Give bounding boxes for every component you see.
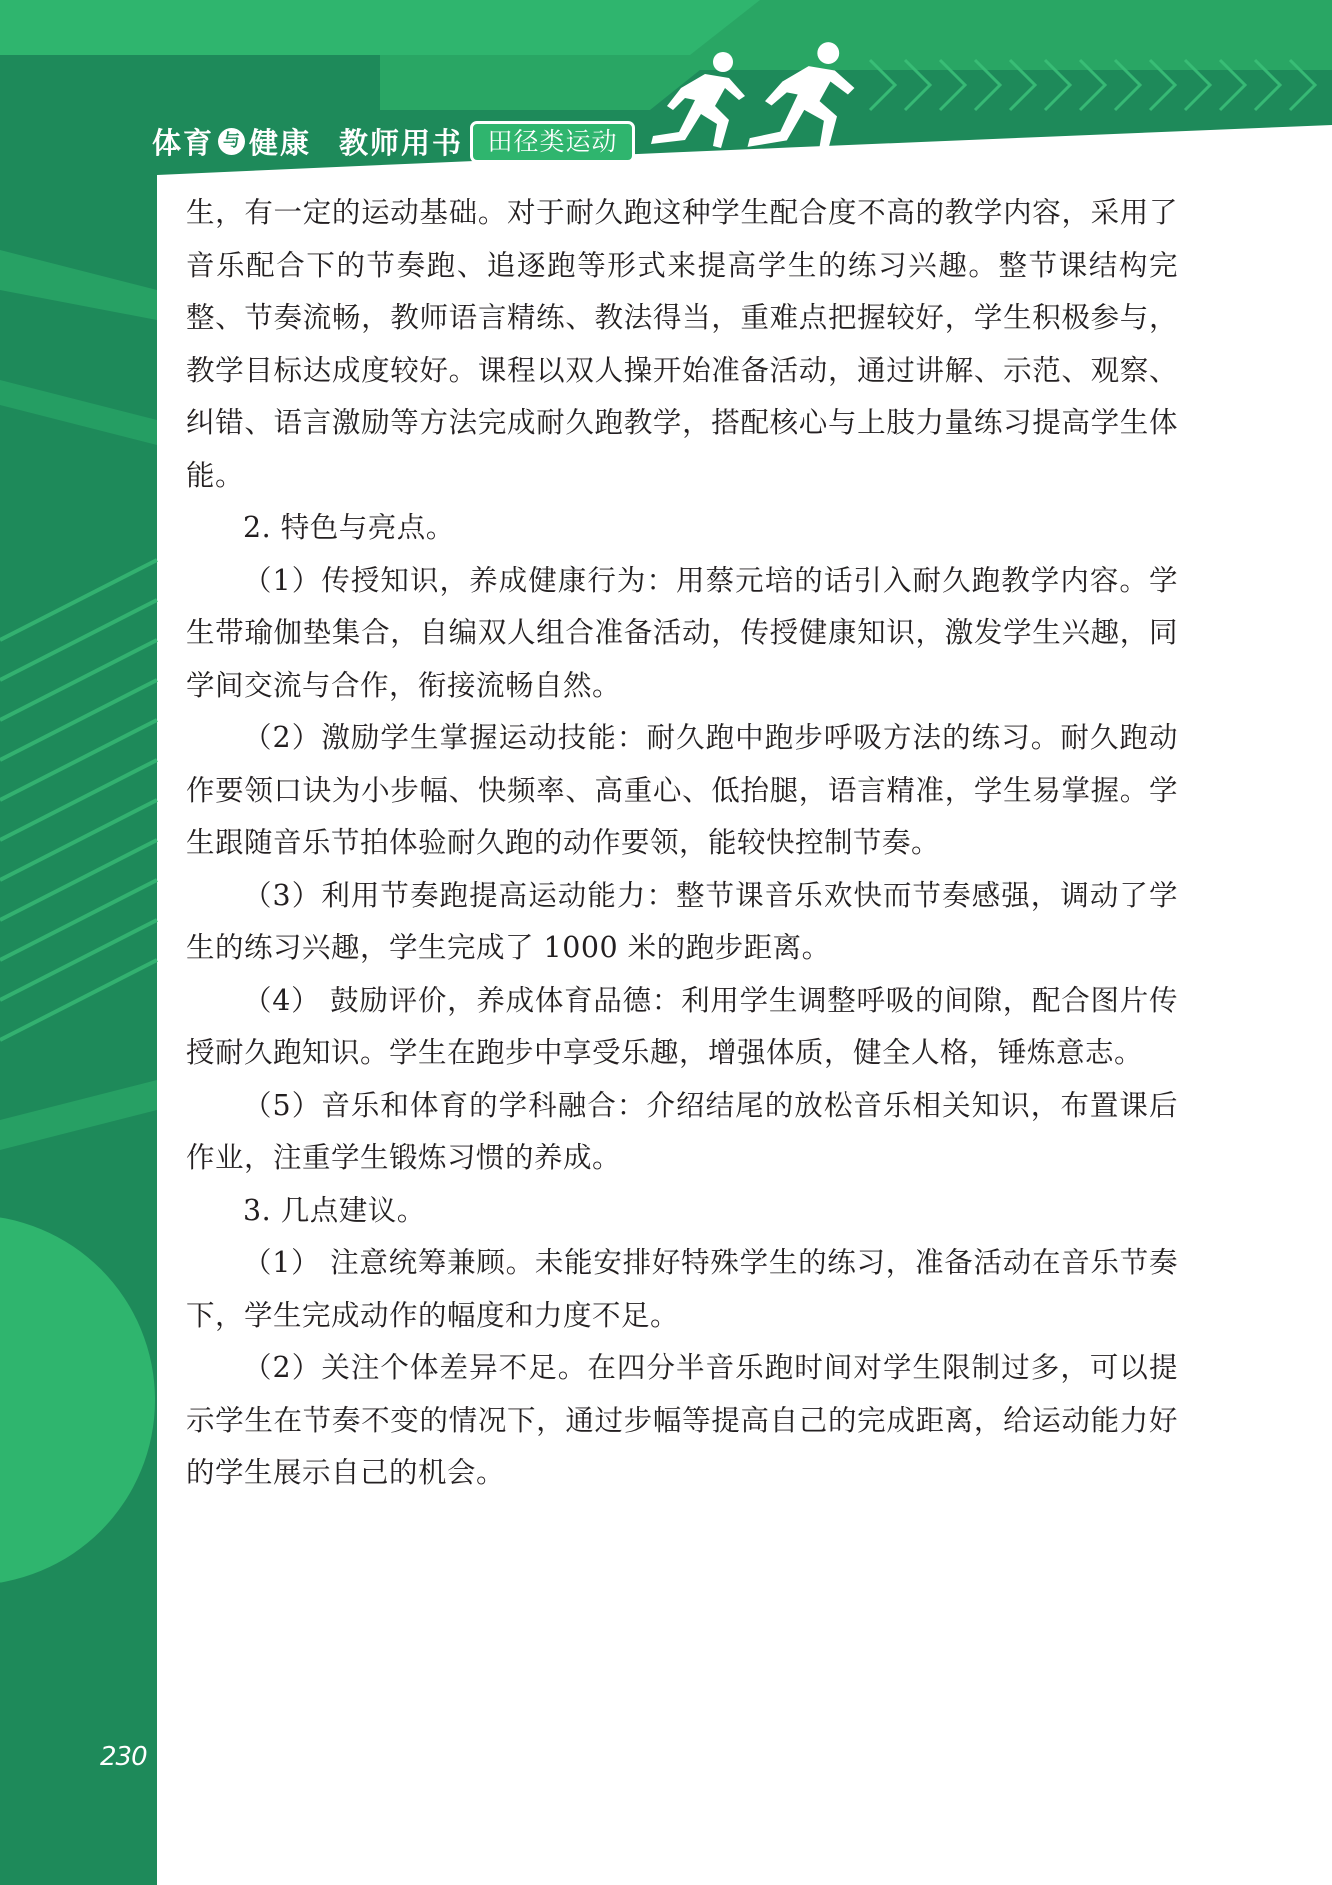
body-text [186, 187, 1178, 1500]
page-number: 230 [100, 1742, 147, 1772]
runner-right-icon [737, 40, 865, 160]
paragraph: （1）传授知识，养成健康行为：用蔡元培的话引入耐久跑教学内容。学生带瑜伽垫集合，自编双人组合准备活动，传授健康知识，激发学生兴趣，同学间交流与合作，衔接流畅自然。 [186, 563, 1178, 702]
subject-left: 体育 [152, 125, 215, 160]
subject-right: 健康 [249, 125, 312, 160]
book-title [152, 120, 463, 162]
paragraph: （4） 鼓励评价，养成体育品德：利用学生调整呼吸的间隙，配合图片传授耐久跑知识。学生在跑步中享受乐趣，增强体质，健全人格，锤炼意志。 [186, 983, 1178, 1069]
paragraph: （1） 注意统筹兼顾。未能安排好特殊学生的练习，准备活动在音乐节奏下，学生完成动作的幅度和力度不足。 [186, 1246, 1178, 1332]
section-tag: 田径类运动 [470, 121, 635, 163]
paragraph: （3）利用节奏跑提高运动能力：整节课音乐欢快而节奏感强，调动了学生的练习兴趣，学生完成了 1000 米的跑步距离。 [186, 878, 1178, 964]
connector-badge: 与 [218, 128, 245, 155]
paragraph: 生，有一定的运动基础。对于耐久跑这种学生配合度不高的教学内容，采用了音乐配合下的节奏跑、追逐跑等形式来提高学生的练习兴趣。整节课结构完整、节奏流畅，教师语言精练、教法得当，重难点把握较好，学生积极参与，教学目标达成度较好。课程以双人操开始准备活动，通过讲解、示范、观察、纠错、语言激励等方法完成耐久跑教学，搭配核心与上肢力量练习提高学生体能。 [186, 196, 1178, 492]
book-name: 教师用书 [339, 125, 464, 160]
paragraph: （2）关注个体差异不足。在四分半音乐跑时间对学生限制过多，可以提示学生在节奏不变的情况下，通过步幅等提高自己的完成距离，给运动能力好的学生展示自己的机会。 [186, 1351, 1178, 1489]
paragraph: （5）音乐和体育的学科融合：介绍结尾的放松音乐相关知识，布置课后作业，注重学生锻炼习惯的养成。 [186, 1088, 1178, 1174]
section-heading: 3. 几点建议。 [243, 1193, 426, 1227]
paragraph: （2）激励学生掌握运动技能：耐久跑中跑步呼吸方法的练习。耐久跑动作要领口诀为小步幅、快频率、高重心、低抬腿，语言精准，学生易掌握。学生跟随音乐节拍体验耐久跑的动作要领，能较快控制节奏。 [186, 721, 1178, 859]
section-heading: 2. 特色与亮点。 [243, 511, 455, 544]
